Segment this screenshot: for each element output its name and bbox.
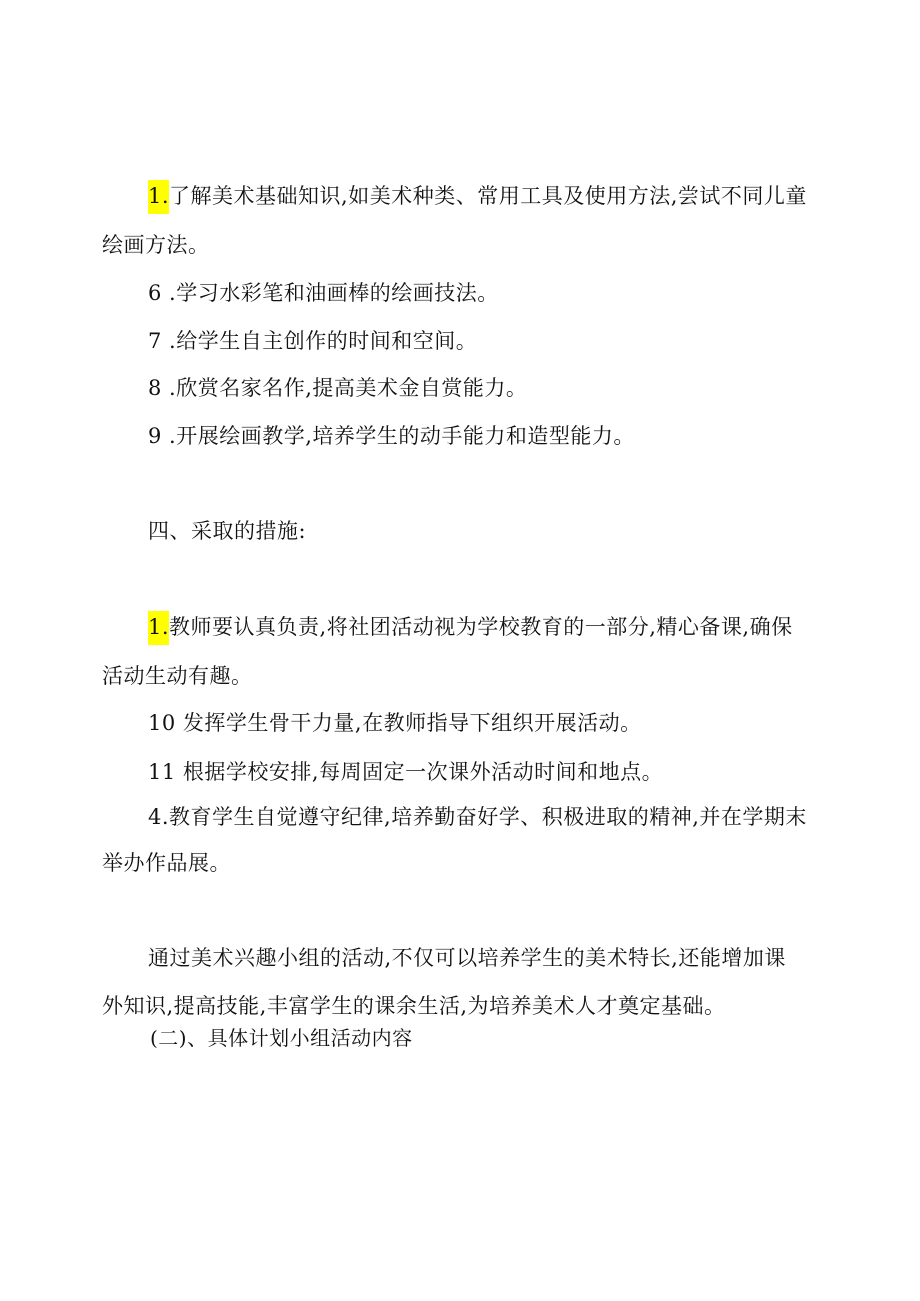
- highlighted-number: 1.: [148, 611, 169, 645]
- measure-item-4: 4.教育学生自觉遵守纪律,培养勤奋好学、积极进取的精神,并在学期末: [148, 805, 807, 829]
- measure-item-10: 10 发挥学生骨干力量,在教师指导下组织开展活动。: [148, 711, 642, 735]
- goal-item-8: 8 .欣赏名家名作,提高美术金自赏能力。: [148, 376, 528, 400]
- goal-item-7: 7 .给学生自主创作的时间和空间。: [148, 329, 478, 353]
- goal-item-1-continuation: 绘画方法。: [102, 233, 210, 257]
- conclusion-line-1: 通过美术兴趣小组的活动,不仅可以培养学生的美术特长,还能增加课: [148, 946, 786, 970]
- goal-item-1: [148, 181, 807, 211]
- measure-item-1: [148, 612, 793, 642]
- plan-subheading: (二)、具体计划小组活动内容: [150, 1026, 413, 1050]
- goal-item-9: 9 .开展绘画教学,培养学生的动手能力和造型能力。: [148, 424, 635, 448]
- measure-item-11: 11 根据学校安排,每周固定一次课外活动时间和地点。: [148, 760, 664, 784]
- highlighted-number: 1.: [148, 180, 169, 214]
- conclusion-line-2: 外知识,提高技能,丰富学生的课余生活,为培养美术人才奠定基础。: [102, 994, 726, 1018]
- goal-item-6: 6 .学习水彩笔和油画棒的绘画技法。: [148, 281, 499, 305]
- measures-heading: 四、采取的措施:: [148, 519, 307, 543]
- measure-item-1-text: 教师要认真负责,将社团活动视为学校教育的一部分,精心备课,确保: [169, 615, 793, 639]
- goal-item-1-text: 了解美术基础知识,如美术种类、常用工具及使用方法,尝试不同儿童: [169, 184, 807, 208]
- measure-item-1-continuation: 活动生动有趣。: [102, 664, 253, 688]
- measure-item-4-continuation: 举办作品展。: [102, 851, 231, 875]
